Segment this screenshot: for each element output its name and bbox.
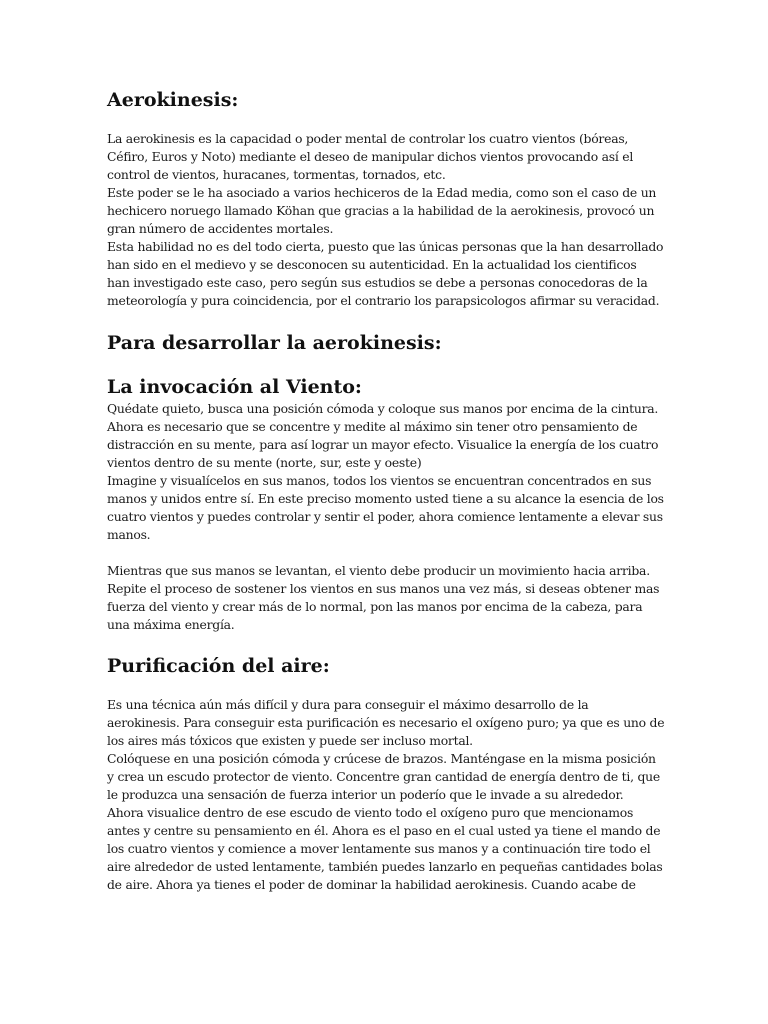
heading-invocacion: La invocación al Viento: [107, 376, 362, 398]
text-line: los aires más tóxicos que existen y puede ser incluso mortal. [107, 733, 473, 748]
text-line: control de vientos, huracanes, tormentas, tornados, etc. [107, 167, 446, 182]
text-line: Ahora es necesario que se concentre y medite al máximo sin tener otro pensamiento de [107, 419, 638, 434]
text-line: y crea un escudo protector de viento. Concentre gran cantidad de energía dentro de ti, que [107, 769, 660, 784]
text-line: Este poder se le ha asociado a varios hechiceros de la Edad media, como son el caso de un [107, 185, 657, 200]
text-line: Quédate quieto, busca una posición cómoda y coloque sus manos por encima de la cintura. [107, 401, 659, 416]
blank-line [107, 544, 664, 562]
text-line: distracción en su mente, para así lograr un mayor efecto. Visualice la energía de los cuatro [107, 437, 659, 452]
text-line: Mientras que sus manos se levantan, el viento debe producir un movimiento hacia arriba. [107, 563, 650, 578]
heading-purificacion: Purificación del aire: [107, 655, 330, 677]
heading-aerokinesis: Aerokinesis: [107, 89, 239, 111]
text-line: fuerza del viento y crear más de lo normal, pon las manos por encima de la cabeza, para [107, 599, 643, 614]
text-line: Céfiro, Euros y Noto) mediante el deseo de manipular dichos vientos provocando así el [107, 149, 634, 164]
text-line: aerokinesis. Para conseguir esta purificación es necesario el oxígeno puro; ya que es uno de [107, 715, 665, 730]
text-line: manos. [107, 527, 151, 542]
text-line: Ahora visualice dentro de ese escudo de viento todo el oxígeno puro que mencionamos [107, 805, 634, 820]
text-line: meteorología y pura coincidencia, por el contrario los parapsicologos afirmar su veracidad. [107, 293, 660, 308]
text-line: Repite el proceso de sostener los vientos en sus manos una vez más, si deseas obtener mas [107, 581, 660, 596]
text-line: gran número de accidentes mortales. [107, 221, 334, 236]
text-line: los cuatro vientos y comience a mover lentamente sus manos y a continuación tire todo el [107, 841, 651, 856]
text-line: Colóquese en una posición cómoda y crúcese de brazos. Manténgase en la misma posición [107, 751, 656, 766]
text-line: Esta habilidad no es del todo cierta, puesto que las únicas personas que la han desarrollado [107, 239, 664, 254]
text-line: Imagine y visualícelos en sus manos, todos los vientos se encuentran concentrados en sus [107, 473, 652, 488]
text-line: le produzca una sensación de fuerza interior un poderío que le invade a su alrededor. [107, 787, 624, 802]
text-line: La aerokinesis es la capacidad o poder mental de controlar los cuatro vientos (bóreas, [107, 131, 629, 146]
text-line: cuatro vientos y puedes controlar y sentir el poder, ahora comience lentamente a elevar sus [107, 509, 663, 524]
text-line: Es una técnica aún más difícil y dura para conseguir el máximo desarrollo de la [107, 697, 589, 712]
text-line: aire alrededor de usted lentamente, también puedes lanzarlo en pequeñas cantidades bolas [107, 859, 663, 874]
paragraph-invocacion [107, 400, 664, 634]
text-line: una máxima energía. [107, 617, 235, 632]
text-line: antes y centre su pensamiento en él. Ahora es el paso en el cual usted ya tiene el mando de [107, 823, 661, 838]
heading-para-desarrollar: Para desarrollar la aerokinesis: [107, 332, 442, 354]
paragraph-aerokinesis [107, 130, 663, 310]
paragraph-purificacion [107, 696, 664, 894]
text-line: manos y unidos entre sí. En este preciso momento usted tiene a su alcance la esencia de los [107, 491, 664, 506]
text-line: han sido en el medievo y se desconocen su autenticidad. En la actualidad los cientificos [107, 257, 637, 272]
text-line: han investigado este caso, pero según sus estudios se debe a personas conocedoras de la [107, 275, 648, 290]
text-line: de aire. Ahora ya tienes el poder de dominar la habilidad aerokinesis. Cuando acabe de [107, 877, 636, 892]
text-line: hechicero noruego llamado Köhan que gracias a la habilidad de la aerokinesis, provocó un [107, 203, 655, 218]
text-line: vientos dentro de su mente (norte, sur, este y oeste) [107, 455, 422, 470]
